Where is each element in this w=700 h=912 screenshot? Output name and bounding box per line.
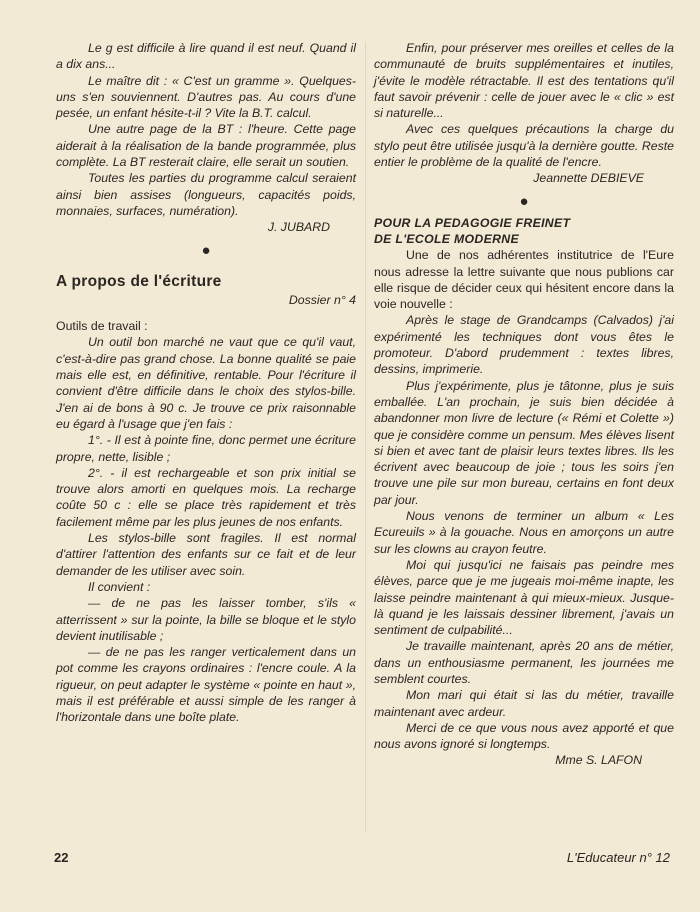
paragraph: Plus j'expérimente, plus je tâtonne, plus je suis emballée. L'an prochain, je suis bien décidée à abandonner mon livre de lecture (« Rémi et Colette ») que je considère comme un pensum. Mes élèves lisent si bien et avec tant de plaisir leurs textes libres. Ils les écrivent avec beaucoup de joie ; tous les soirs j'en trouve une pile sur mon bureau, certains en font deux par jour. — [374, 378, 674, 507]
paragraph: 1°. - Il est à pointe fine, donc permet une écriture propre, nette, lisible ; — [56, 433, 356, 464]
paragraph: — de ne pas les ranger verticalement dans un pot comme les crayons ordinaires : l'encre coule. A la rigueur, on peut adapter le système « pointe en haut », mais il est préférable et aussi simple de les ranger à l'horizontale dans une boîte plate. — [56, 645, 356, 725]
paragraph: Toutes les parties du programme calcul seraient ainsi bien assises (longueurs, capacités poids, monnaies, surfaces, numération). — [56, 171, 356, 218]
issue-label: L'Educateur n° 12 — [566, 850, 670, 865]
section-heading: POUR LA PEDAGOGIE FREINET — [374, 215, 571, 230]
paragraph: Les stylos-bille sont fragiles. Il est normal d'attirer l'attention des enfants sur ce fait et de leur demander de les utiliser avec soin. — [56, 531, 356, 578]
paragraph: 2°. - il est rechargeable et son prix initial se trouve alors amorti en quelques mois. La recharge coûte 50 c : elle se place très rapidement et très facilement même par les plus jeunes de nos enfants. — [56, 465, 356, 529]
paragraph: Moi qui jusqu'ici ne faisais pas peindre mes élèves, parce que je me jugeais moi-même inapte, les laisse peindre maintenant à qui mieux-mieux. Jusque-là quand je les laissais dessiner librement, j'avais un sentiment de culpabilité... — [374, 557, 674, 638]
paragraph: Outils de travail : — [56, 319, 148, 334]
page-number: 22 — [54, 850, 69, 865]
paragraph: Le g est difficile à lire quand il est neuf. Quand il a dix ans... — [56, 41, 356, 72]
paragraph: Avec ces quelques précautions la charge du stylo peut être utilisée jusqu'à la dernière goutte. Reste entier le problème de la qualité de l'encre. — [374, 122, 674, 170]
paragraph: Une de nos adhérentes institutrice de l'Eure nous adresse la lettre suivante que nous publions car elle risque de décider ceux qui hésitent encore dans la voie nouvelle : — [374, 248, 674, 312]
paragraph: Le maître dit : « C'est un gramme ». Quelques-uns s'en souviennent. D'autres pas. Au cours d'une pesée, un enfant hésite-t-il ? Vite la B.T. calcul. — [56, 73, 356, 121]
dossier-number: Dossier n° 4 — [288, 292, 356, 307]
signature-lafon: Mme S. LAFON — [555, 753, 642, 768]
section-heading: DE L'ECOLE MODERNE — [374, 231, 519, 246]
paragraph: Je travaille maintenant, après 20 ans de métier, dans un enthousiasme permanent, les journées me semblent courtes. — [374, 639, 674, 686]
paragraph: Un outil bon marché ne vaut que ce qu'il vaut, c'est-à-dire pas grand chose. La bonne qualité se paie mais elle est, en définitive, rentable. Pour l'écriture il convient d'être difficile dans le choix des stylos-bille. J'en ai de bons à 90 c. Je trouve ce prix raisonnable eu égard à l'usage que j'en fais : — [56, 335, 356, 431]
paragraph: Mon mari qui était si las du métier, travaille maintenant avec ardeur. — [374, 688, 674, 719]
right-column — [374, 40, 674, 769]
left-column — [56, 40, 356, 726]
paragraph: Après le stage de Grandcamps (Calvados) j'ai expérimenté les techniques dont vous êtes le promoteur. D'abord prudemment : textes libres, dessins, imprimerie. — [374, 313, 674, 377]
paragraph: Merci de ce que vous nous avez apporté et que nous avons ignoré si longtemps. — [374, 720, 674, 752]
column-divider — [365, 42, 366, 832]
article-title: A propos de l'écriture — [56, 272, 222, 290]
paragraph: — de ne pas les laisser tomber, s'ils « atterrissent » sur la pointe, la bille se bloque et le stylo devient inutilisable ; — [56, 596, 356, 643]
signature-debieve: Jeannette DEBIEVE — [533, 171, 644, 186]
signature-jubard: J. JUBARD — [267, 220, 330, 235]
paragraph: Une autre page de la BT : l'heure. Cette page aiderait à la réalisation de la bande programmée, plus complète. La BT resterait claire, elle serait un soutien. — [56, 122, 356, 170]
paragraph: Nous venons de terminer un album « Les Ecureuils » à la gouache. Nous en amorçons un autre sur les clowns au crayon feutre. — [374, 509, 674, 556]
section-bullet-icon: ● — [519, 192, 529, 210]
section-bullet-icon: ● — [201, 241, 211, 259]
paragraph: Il convient : — [88, 579, 151, 594]
paragraph: Enfin, pour préserver mes oreilles et celles de la communauté de bruits supplémentaires et inutiles, j'évite le modèle rétractable. Il est des tentations qu'il faut savoir prévenir : celle de jouer avec le « clic » est si naturelle... — [374, 41, 674, 121]
